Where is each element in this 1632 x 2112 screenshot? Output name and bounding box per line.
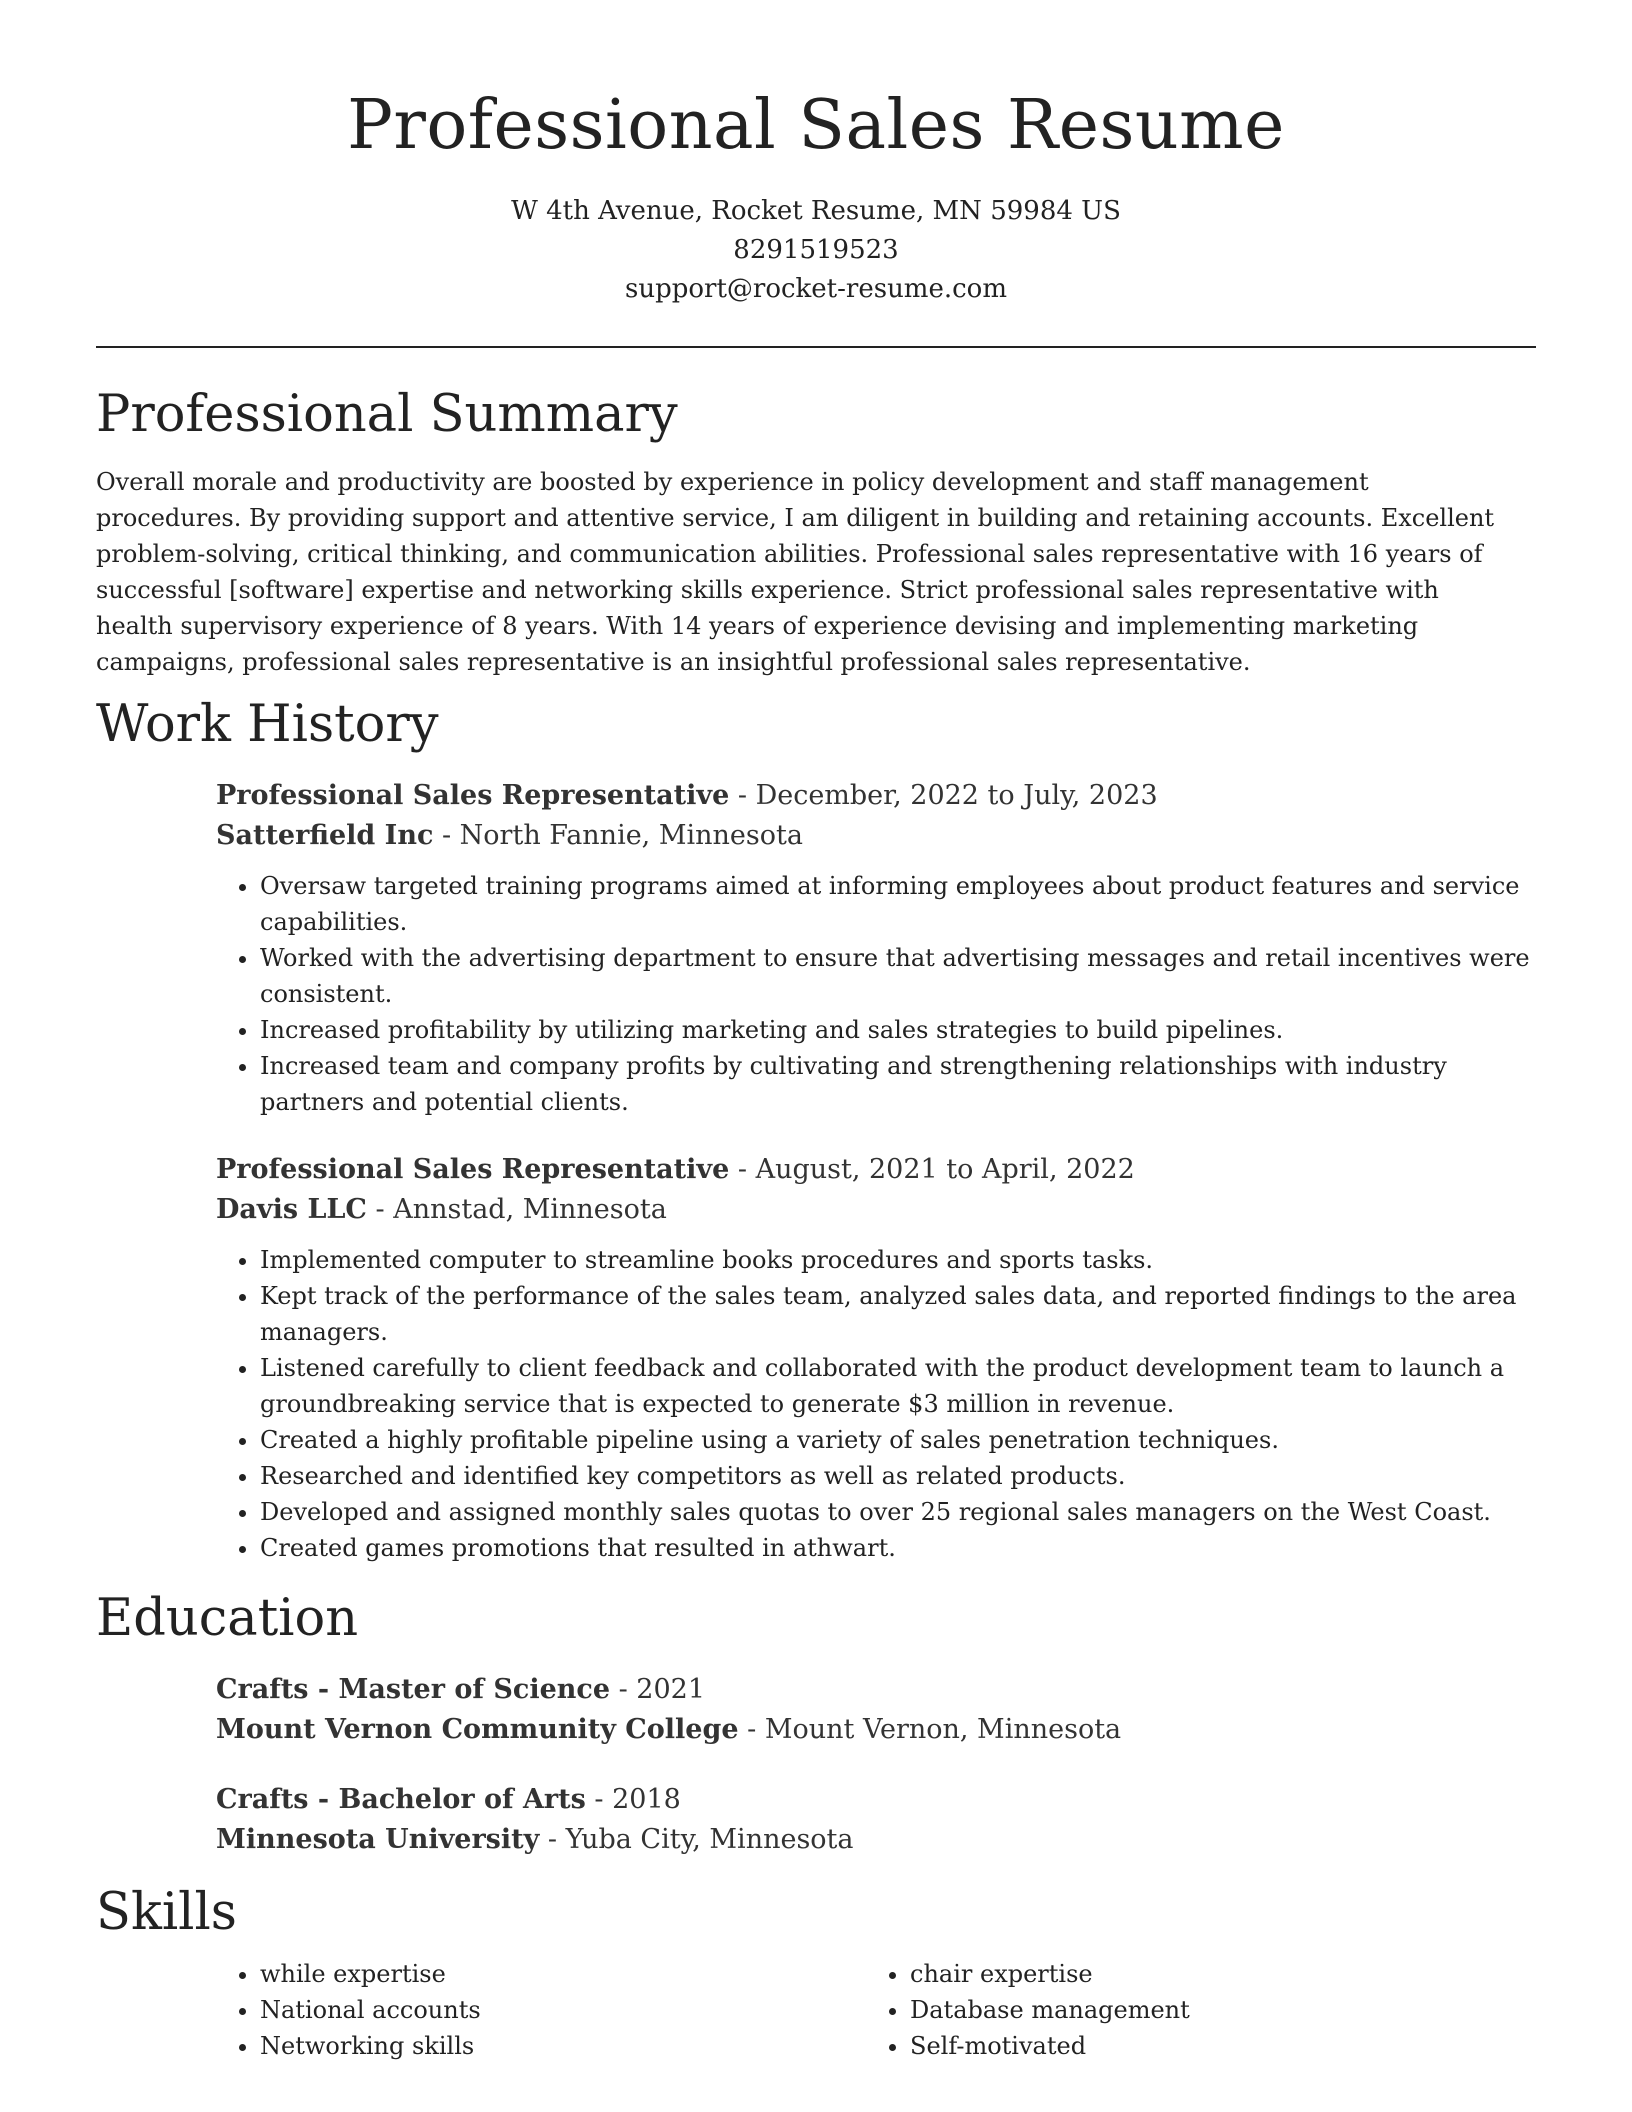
job-dates: - August, 2021 to April, 2022	[729, 1154, 1135, 1185]
job-bullet: • Researched and identified key competitors as well as related products.	[260, 1458, 1536, 1494]
job-title-line	[216, 776, 1536, 816]
job-company: Satterfield Inc	[216, 820, 434, 851]
school-line	[216, 1820, 1536, 1860]
job-company-line	[216, 1190, 1536, 1230]
job-bullet: • Implemented computer to streamline books procedures and sports tasks.	[260, 1242, 1536, 1278]
job-bullet: • Increased team and company profits by cultivating and strengthening relationships with industry partners and potential clients.	[260, 1048, 1536, 1120]
job-title-line	[216, 1150, 1536, 1190]
job-bullet: • Kept track of the performance of the sales team, analyzed sales data, and reported findings to the area managers.	[260, 1278, 1536, 1350]
degree: Crafts - Bachelor of Arts	[216, 1784, 586, 1815]
degree-year: - 2018	[585, 1784, 681, 1815]
resume-header	[96, 0, 1536, 309]
summary-title: Professional Summary	[96, 385, 678, 444]
school: Minnesota University	[216, 1824, 540, 1855]
skill-item: • National accounts	[260, 1992, 866, 2028]
job-bullet: • Listened carefully to client feedback and collaborated with the product development team to launch a groundbreaking service that is expected to generate $3 million in revenue.	[260, 1350, 1536, 1422]
job-bullet: • Created games promotions that resulted in athwart.	[260, 1530, 1536, 1566]
school-location: - Mount Vernon, Minnesota	[738, 1714, 1122, 1745]
degree-line	[216, 1780, 1536, 1820]
job-entry	[216, 776, 1536, 1120]
job-company-line	[216, 816, 1536, 856]
job-location: - North Fannie, Minnesota	[433, 820, 803, 851]
skill-item: • Database management	[910, 1992, 1516, 2028]
job-bullets	[216, 868, 1536, 1120]
job-role: Professional Sales Representative	[216, 1154, 730, 1185]
education-section	[96, 1588, 1536, 1860]
contact-address: W 4th Avenue, Rocket Resume, MN 59984 US	[511, 196, 1121, 226]
degree: Crafts - Master of Science	[216, 1674, 611, 1705]
job-bullet: • Created a highly profitable pipeline using a variety of sales penetration techniques.	[260, 1422, 1536, 1458]
job-bullet: • Worked with the advertising department to ensure that advertising messages and retail incentives were consistent.	[260, 940, 1536, 1012]
degree-line	[216, 1670, 1536, 1710]
job-dates: - December, 2022 to July, 2023	[729, 780, 1158, 811]
skills-list	[866, 1956, 1516, 2064]
summary-section	[96, 384, 1536, 680]
school-line	[216, 1710, 1536, 1750]
degree-year: - 2021	[610, 1674, 706, 1705]
skills-list	[216, 1956, 866, 2064]
education-title: Education	[96, 1589, 359, 1648]
job-bullet: • Oversaw targeted training programs aimed at informing employees about product features and service capabilities.	[260, 868, 1536, 940]
resume-page	[96, 0, 1536, 2064]
education-entry	[216, 1780, 1536, 1860]
education-entry	[216, 1670, 1536, 1750]
job-role: Professional Sales Representative	[216, 780, 730, 811]
resume-name: Professional Sales Resume	[347, 86, 1285, 165]
contact-phone: 8291519523	[733, 235, 899, 265]
skill-item: • while expertise	[260, 1956, 866, 1992]
skills-title: Skills	[96, 1883, 237, 1942]
job-location: - Annstad, Minnesota	[366, 1194, 667, 1225]
skill-item: • Self-motivated	[910, 2028, 1516, 2064]
job-bullet: • Increased profitability by utilizing marketing and sales strategies to build pipelines.	[260, 1012, 1536, 1048]
work-history-section	[96, 694, 1536, 1566]
work-history-title: Work History	[96, 695, 439, 754]
contact-email: support@rocket-resume.com	[624, 274, 1007, 304]
school: Mount Vernon Community College	[216, 1714, 739, 1745]
skill-item: • chair expertise	[910, 1956, 1516, 1992]
job-bullet: • Developed and assigned monthly sales quotas to over 25 regional sales managers on the West Coast.	[260, 1494, 1536, 1530]
summary-text: Overall morale and productivity are boosted by experience in policy development and staff management procedures. By providing support and attentive service, I am diligent in building and retaining accounts. Excellent problem-solving, critical thinking, and communication abilities. Professional sales representative with 16 years of successful [software] expertise and networking skills experience. Strict professional sales representative with health supervisory experience of 8 years. With 14 years of experience devising and implementing marketing campaigns, professional sales representative is an insightful professional sales representative.	[96, 468, 1495, 676]
school-location: - Yuba City, Minnesota	[539, 1824, 854, 1855]
skill-item: • Networking skills	[260, 2028, 866, 2064]
job-entry	[216, 1150, 1536, 1566]
contact-block	[96, 192, 1536, 309]
header-divider	[96, 346, 1536, 348]
skills-column-right	[866, 1944, 1516, 2064]
skills-section	[96, 1882, 1536, 2064]
skills-column-left	[216, 1944, 866, 2064]
job-company: Davis LLC	[216, 1194, 367, 1225]
skills-grid	[216, 1944, 1536, 2064]
job-bullets	[216, 1242, 1536, 1566]
